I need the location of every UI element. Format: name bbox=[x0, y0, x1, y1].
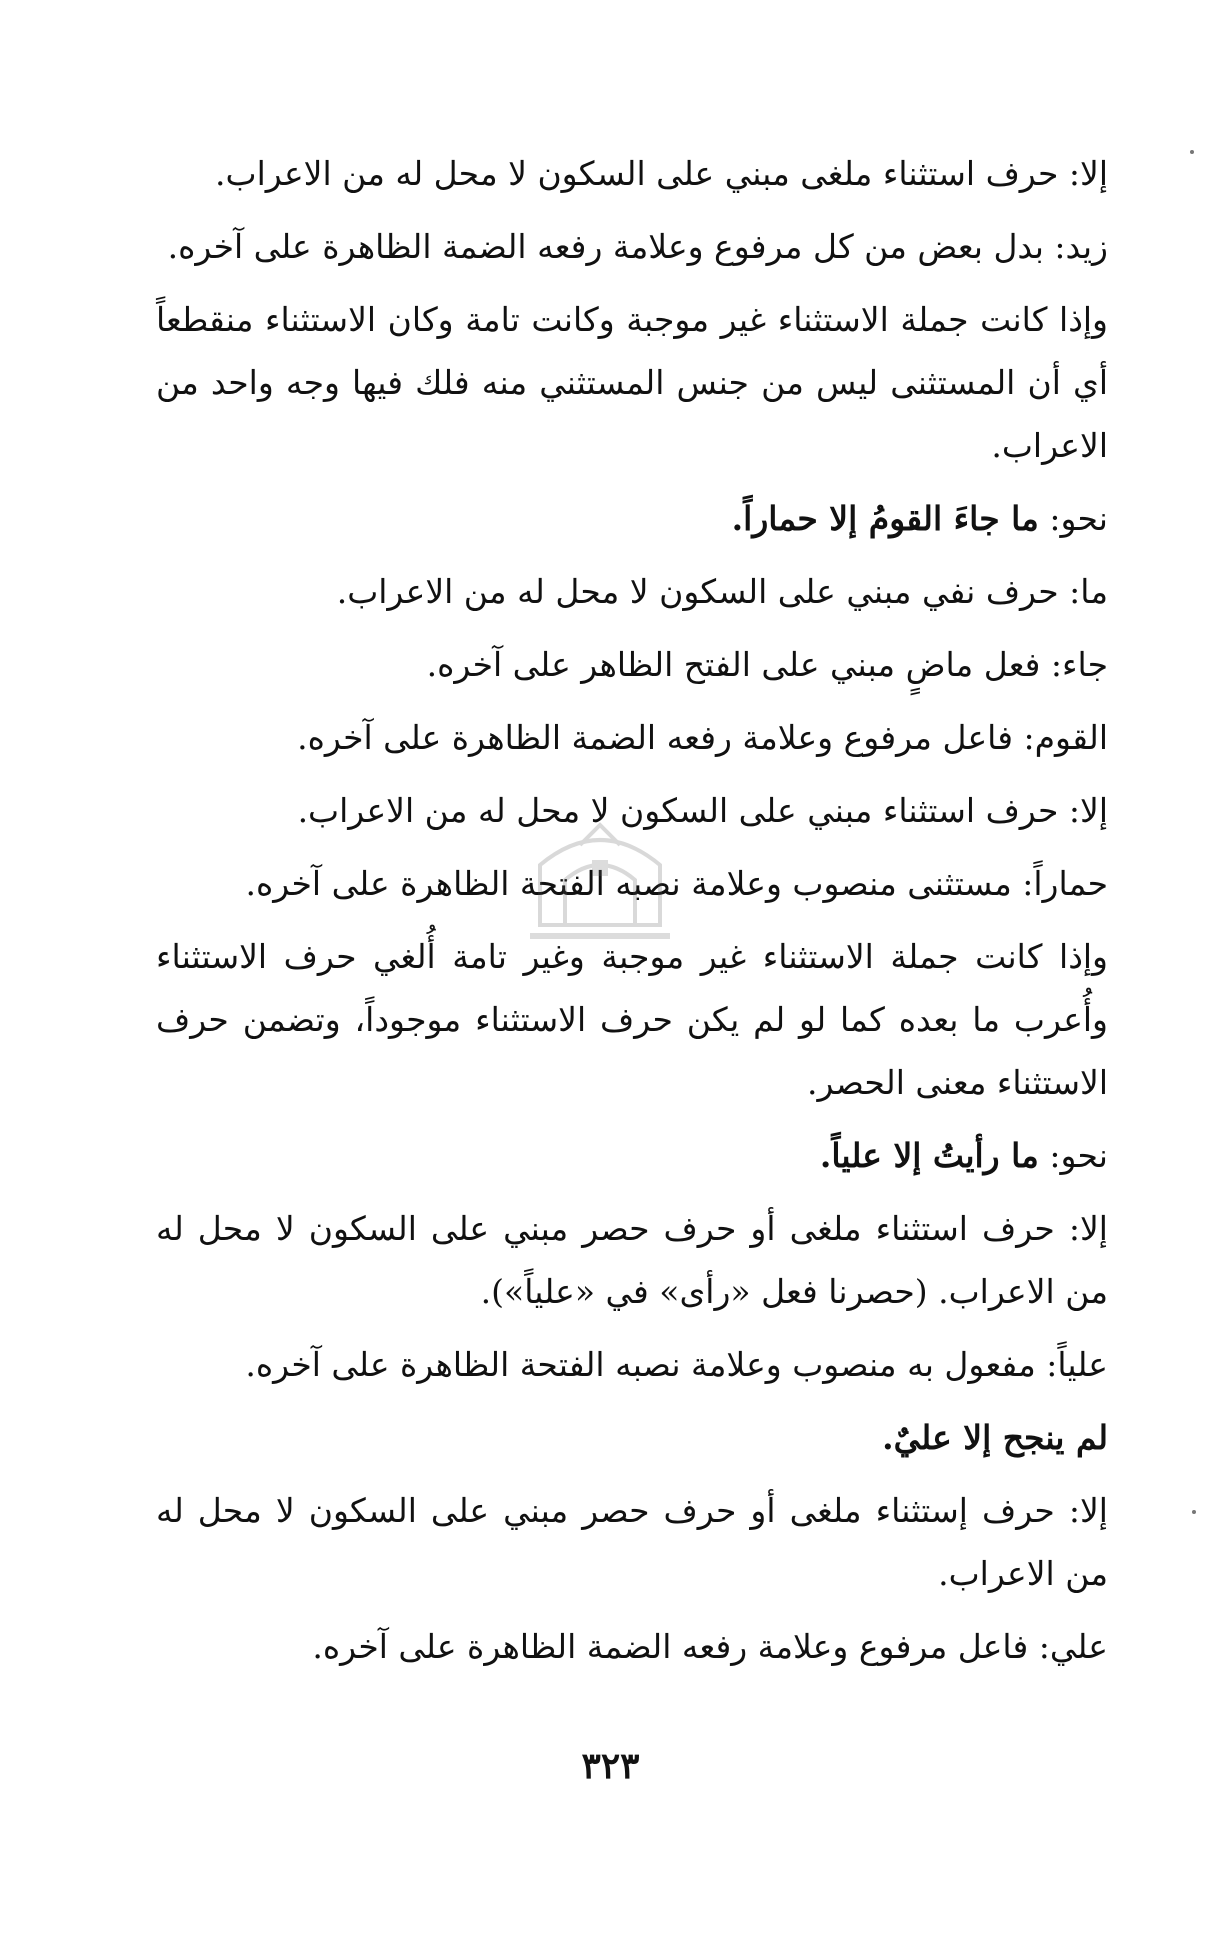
paragraph-text: وإذا كانت جملة الاستثناء غير موجبة وكانت تامة وكان الاستثناء منقطعاً أي أن المستثنى ليس من جنس المستثني منه فلك فيها وجه واحد من الاعراب. bbox=[156, 300, 1108, 465]
paragraph-label: إلا: bbox=[1058, 791, 1108, 830]
paragraph-16 bbox=[156, 1615, 1108, 1678]
paragraph-label: إلا: bbox=[1054, 1209, 1108, 1248]
paragraph-label: القوم: bbox=[1012, 718, 1108, 757]
paragraph-label: جاء: bbox=[1040, 645, 1108, 684]
paragraph-text: حرف إستثناء ملغى أو حرف حصر مبني على السكون لا محل له من الاعراب. bbox=[156, 1491, 1108, 1593]
paragraph-label: علي: bbox=[1028, 1627, 1108, 1666]
paragraph-label: علياً: bbox=[1035, 1345, 1108, 1384]
paragraph-text: فاعل مرفوع وعلامة رفعه الضمة الظاهرة على آخره. bbox=[297, 718, 1013, 757]
scan-dot bbox=[1190, 150, 1194, 154]
paragraph-text: ما جاءَ القومُ إلا حماراً. bbox=[731, 499, 1039, 538]
watermark-block bbox=[592, 860, 608, 876]
paragraph-11 bbox=[156, 1124, 1108, 1187]
paragraph-text: لم ينجح إلا عليٌ. bbox=[882, 1418, 1108, 1457]
paragraph-label: إلا: bbox=[1058, 154, 1108, 193]
paragraph-text: بدل بعض من كل مرفوع وعلامة رفعه الضمة الظاهرة على آخره. bbox=[167, 227, 1044, 266]
paragraph-4 bbox=[156, 487, 1108, 550]
paragraph-text: ما رأيتُ إلا علياً. bbox=[819, 1136, 1039, 1175]
paragraph-14 bbox=[156, 1406, 1108, 1469]
watermark-seal bbox=[510, 805, 690, 955]
paragraph-text: حرف استثناء ملغى أو حرف حصر مبني على السكون لا محل له من الاعراب. (حصرنا فعل «رأى» في «علياً»). bbox=[156, 1209, 1108, 1311]
watermark-arch bbox=[540, 840, 660, 925]
paragraph-label: نحو: bbox=[1038, 1136, 1108, 1175]
paragraph-label: إلا: bbox=[1054, 1491, 1108, 1530]
paragraph-7 bbox=[156, 706, 1108, 769]
paragraph-label: حماراً: bbox=[1011, 864, 1108, 903]
paragraph-text: مستثنى منصوب وعلامة نصبه الفتحة الظاهرة على آخره. bbox=[245, 864, 1012, 903]
paragraph-text: فعل ماضٍ مبني على الفتح الظاهر على آخره. bbox=[426, 645, 1041, 684]
paragraph-12 bbox=[156, 1197, 1108, 1323]
paragraph-text: فاعل مرفوع وعلامة رفعه الضمة الظاهرة على آخره. bbox=[312, 1627, 1029, 1666]
watermark-base bbox=[530, 933, 670, 939]
scan-dot bbox=[1192, 1510, 1196, 1514]
paragraph-text: حرف استثناء ملغى مبني على السكون لا محل له من الاعراب. bbox=[215, 154, 1059, 193]
paragraph-15 bbox=[156, 1479, 1108, 1605]
paragraph-1 bbox=[156, 142, 1108, 205]
paragraph-2 bbox=[156, 215, 1108, 278]
paragraph-text: مفعول به منصوب وعلامة نصبه الفتحة الظاهرة على آخره. bbox=[245, 1345, 1036, 1384]
paragraph-3 bbox=[156, 288, 1108, 477]
paragraph-label: زيد: bbox=[1043, 227, 1108, 266]
paragraph-5 bbox=[156, 560, 1108, 623]
paragraph-text: وإذا كانت جملة الاستثناء غير موجبة وغير تامة أُلغي حرف الاستثناء وأُعرب ما بعده كما لو لم يكن حرف الاستثناء موجوداً، وتضمن حرف الاستثناء معنى الحصر. bbox=[156, 937, 1108, 1102]
paragraph-6 bbox=[156, 633, 1108, 696]
paragraph-13 bbox=[156, 1333, 1108, 1396]
paragraph-text: حرف نفي مبني على السكون لا محل له من الاعراب. bbox=[336, 572, 1059, 611]
paragraph-label: ما: bbox=[1058, 572, 1108, 611]
paragraph-text: حرف استثناء مبني على السكون لا محل له من الاعراب. bbox=[297, 791, 1059, 830]
paragraph-label: نحو: bbox=[1038, 499, 1108, 538]
page-number: ٣٢٣ bbox=[581, 1745, 640, 1787]
